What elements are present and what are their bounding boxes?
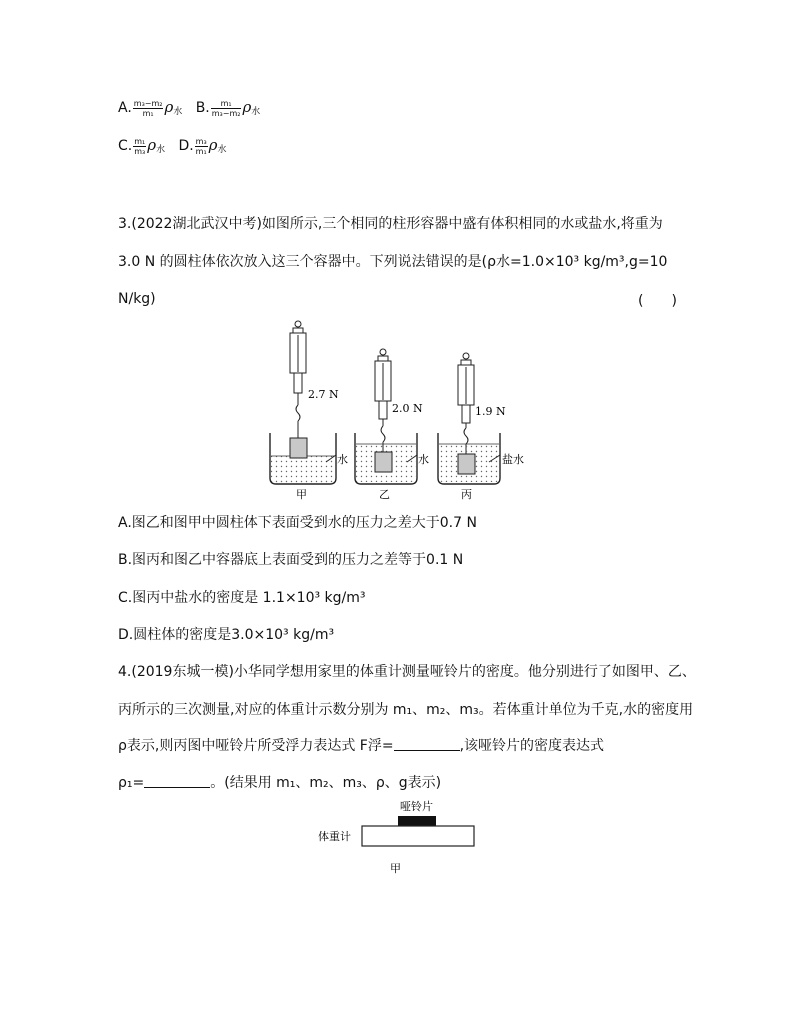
option-c-label: C. — [118, 138, 133, 154]
q3-line-1: 3.(2022湖北武汉中考)如图所示,三个相同的柱形容器中盛有体积相同的水或盐水,将重为 — [118, 216, 663, 232]
reading-jia: 2.7 N — [308, 388, 339, 401]
q4-line-3 — [118, 737, 604, 755]
option-a-label: A. — [118, 100, 132, 116]
liquid-label-jia: 水 — [337, 453, 348, 466]
q4-line-4 — [118, 774, 441, 792]
option-row-cd: C. $\frac{\text{m₁}}{\text{m₃}}$ $\rho_水$ D. $\frac{\text{m₃}}{\text{m₁}}$ $\rho_水$ — [118, 136, 227, 156]
option-d-fraction: $\frac{\text{m₃}}{\text{m₁}}$ — [195, 136, 207, 156]
q4-line-4-pre: ρ₁= — [118, 775, 145, 791]
q4-line-3-post: ,该哑铃片的密度表达式 — [459, 738, 605, 754]
caption-jia: 甲 — [296, 488, 307, 501]
liquid-label-yi: 水 — [418, 453, 429, 466]
reading-bing: 1.9 N — [475, 405, 506, 418]
dumbbell-label: 哑铃片 — [400, 800, 433, 813]
q3-option-a: A.图乙和图甲中圆柱体下表面受到水的压力之差大于0.7 N — [118, 515, 477, 531]
option-b-label: B. — [195, 100, 210, 116]
option-row-ab: A. $\frac{\text{m₃−m₂}}{\text{m₁}}$ $\rho_水$ B. $\frac{\text{m₁}}{\text{m₃−m₂}}$ $\rho_水$ — [118, 98, 261, 118]
q3-line-2: 3.0 N 的圆柱体依次放入这三个容器中。下列说法错误的是(ρ水=1.0×10³ kg/m³,g=10 — [118, 254, 668, 270]
answer-paren: ( ) — [638, 293, 677, 309]
q3-option-b: B.图丙和图乙中容器底上表面受到的压力之差等于0.1 N — [118, 552, 464, 568]
caption-yi: 乙 — [379, 488, 390, 501]
density-answer-blank[interactable] — [144, 775, 210, 788]
option-c-fraction: $\frac{\text{m₁}}{\text{m₃}}$ — [134, 136, 146, 156]
buoyancy-answer-blank[interactable] — [394, 738, 460, 751]
setup-yi — [355, 349, 429, 501]
q4-line-2: 丙所示的三次测量,对应的体重计示数分别为 m₁、m₂、m₃。若体重计单位为千克,水的密度用 — [118, 702, 694, 718]
option-d-label: D. — [178, 138, 194, 154]
q4-line-1: 4.(2019东城一模)小华同学想用家里的体重计测量哑铃片的密度。他分别进行了如图甲、乙、 — [118, 664, 696, 680]
q3-option-d: D.圆柱体的密度是3.0×10³ kg/m³ — [118, 627, 335, 643]
reading-yi: 2.0 N — [392, 402, 423, 415]
liquid-label-bing: 盐水 — [502, 453, 524, 466]
q4-line-3-pre: ρ表示,则丙图中哑铃片所受浮力表达式 F浮= — [118, 738, 394, 754]
scale-label: 体重计 — [318, 830, 351, 843]
q4-caption: 甲 — [390, 862, 401, 875]
q3-option-c: C.图丙中盐水的密度是 1.1×10³ kg/m³ — [118, 590, 366, 606]
q3-line-3: N/kg) — [118, 291, 156, 307]
q4-line-4-post: 。(结果用 m₁、m₂、m₃、ρ、g表示) — [210, 775, 442, 791]
option-b-fraction: $\frac{\text{m₁}}{\text{m₃−m₂}}$ — [211, 98, 241, 118]
option-a-fraction: $\frac{\text{m₃−m₂}}{\text{m₁}}$ — [133, 98, 163, 118]
setup-bing — [438, 353, 524, 501]
setup-jia — [270, 321, 348, 501]
q4-figure — [318, 799, 474, 875]
caption-bing: 丙 — [461, 488, 472, 501]
